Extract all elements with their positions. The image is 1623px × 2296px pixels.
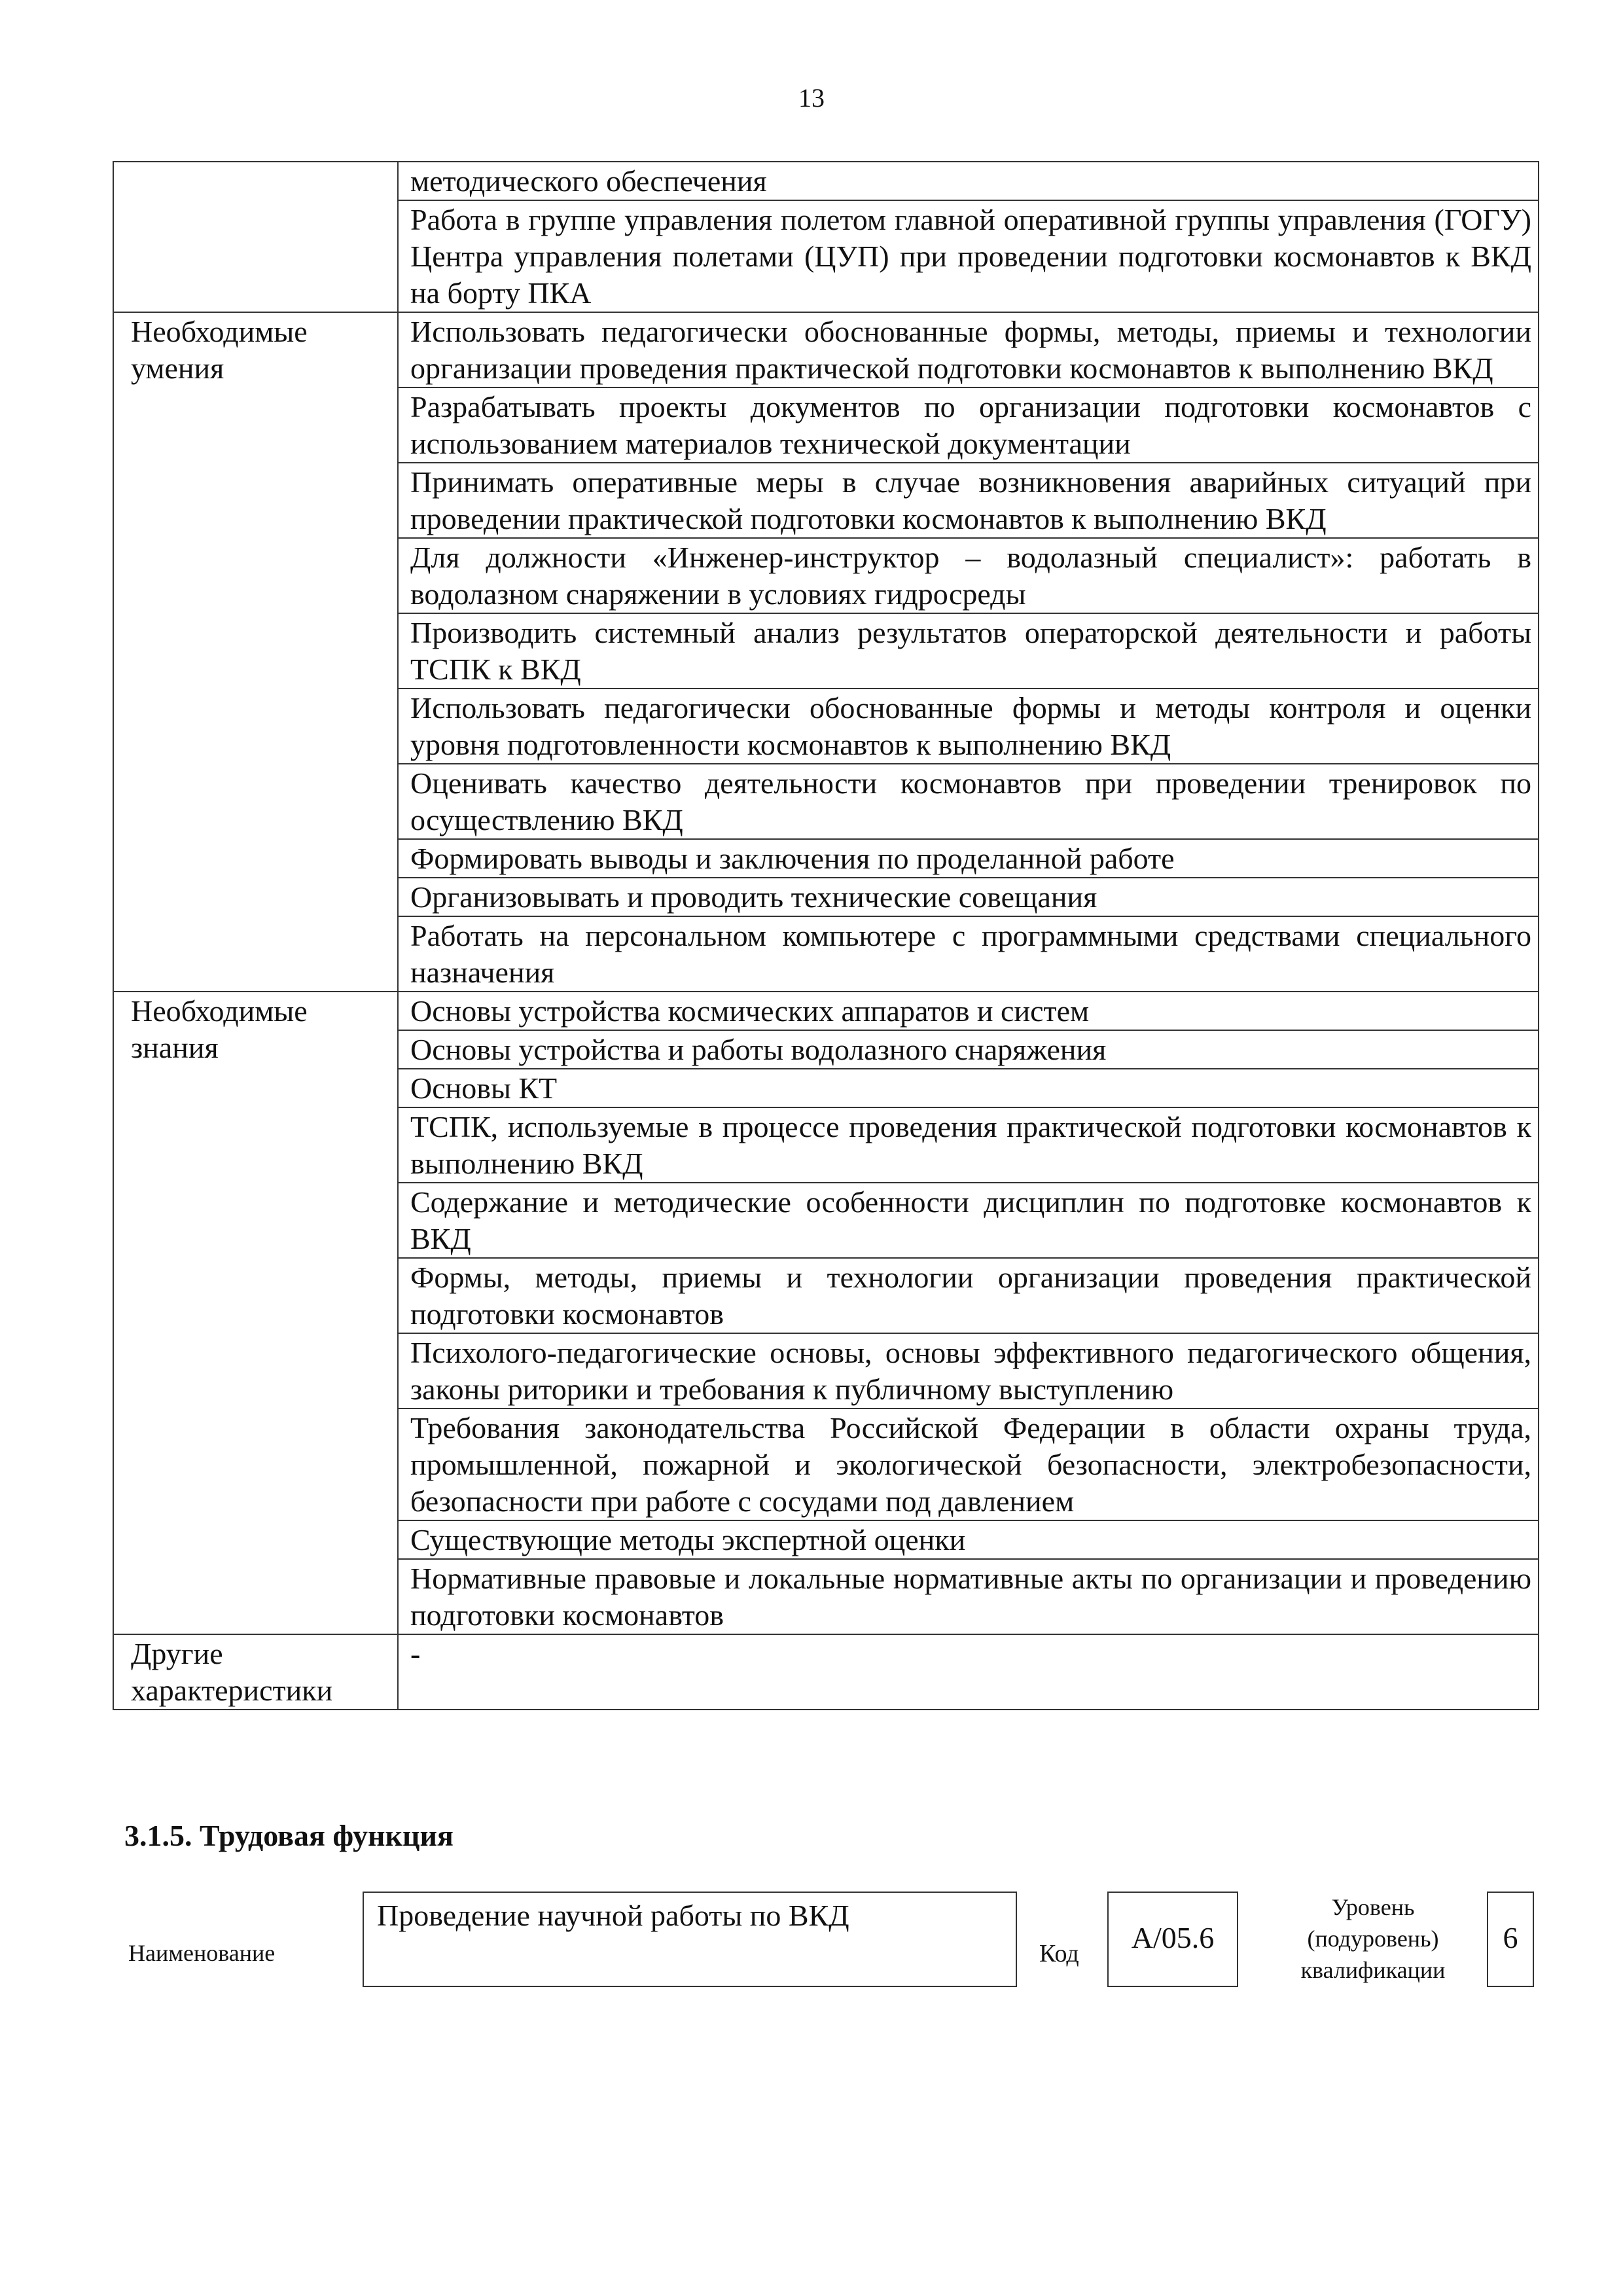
table-row <box>113 1634 1539 1710</box>
table-cell: Требования законодательства Российской Федерации в области охраны труда, промышленной, пожарной и экологической безопасности, электробезопасности, безопасности при работе с сосудами под давлением <box>398 1408 1539 1520</box>
table-cell: Работа в группе управления полетом главной оперативной группы управления (ГОГУ) Центра управления полетами (ЦУП) при проведении подготовки космонавтов к ВКД на борту ПКА <box>398 200 1539 312</box>
table-row <box>113 992 1539 1030</box>
level-box: 6 <box>1487 1892 1534 1987</box>
table-cell: Основы КТ <box>398 1069 1539 1107</box>
table-cell: Организовывать и проводить технические совещания <box>398 878 1539 916</box>
level-label-line: Уровень <box>1331 1894 1415 1920</box>
row-label-skills: Необходимые умения <box>113 312 398 992</box>
row-label <box>113 162 398 312</box>
competency-table <box>113 161 1539 1710</box>
table-cell: Разрабатывать проекты документов по организации подготовки космонавтов с использованием материалов технической документации <box>398 387 1539 463</box>
table-row <box>113 162 1539 200</box>
table-cell: Использовать педагогически обоснованные формы и методы контроля и оценки уровня подготовленности космонавтов к выполнению ВКД <box>398 689 1539 764</box>
row-label-knowledge: Необходимые знания <box>113 992 398 1634</box>
table-cell: Нормативные правовые и локальные нормативные акты по организации и проведению подготовки космонавтов <box>398 1559 1539 1634</box>
code-box: А/05.6 <box>1107 1892 1238 1987</box>
row-label-other: Другие характеристики <box>113 1634 398 1710</box>
table-cell: - <box>398 1634 1539 1710</box>
level-label-line: квалификации <box>1300 1957 1446 1983</box>
table-cell: Формировать выводы и заключения по проделанной работе <box>398 839 1539 878</box>
level-label-line: (подуровень) <box>1307 1926 1439 1952</box>
table-cell: ТСПК, используемые в процессе проведения практической подготовки космонавтов к выполнению ВКД <box>398 1107 1539 1183</box>
table-cell: Оценивать качество деятельности космонавтов при проведении тренировок по осуществлению ВКД <box>398 764 1539 839</box>
table-cell: Формы, методы, приемы и технологии организации проведения практической подготовки космонавтов <box>398 1258 1539 1333</box>
table-cell: Для должности «Инженер-инструктор – водолазный специалист»: работать в водолазном снаряжении в условиях гидросреды <box>398 538 1539 613</box>
level-label <box>1275 1892 1471 1986</box>
table-cell: Производить системный анализ результатов операторской деятельности и работы ТСПК к ВКД <box>398 613 1539 689</box>
table-row <box>113 312 1539 387</box>
code-label: Код <box>1039 1940 1079 1967</box>
table-cell: методического обеспечения <box>398 162 1539 200</box>
function-name-label: Наименование <box>128 1940 276 1966</box>
table-cell: Содержание и методические особенности дисциплин по подготовке космонавтов к ВКД <box>398 1183 1539 1258</box>
section-title: 3.1.5. Трудовая функция <box>124 1819 454 1852</box>
table-cell: Психолого-педагогические основы, основы эффективного педагогического общения, законы риторики и требования к публичному выступлению <box>398 1333 1539 1408</box>
table-cell: Основы устройства и работы водолазного снаряжения <box>398 1030 1539 1069</box>
table-cell: Принимать оперативные меры в случае возникновения аварийных ситуаций при проведении практической подготовки космонавтов к выполнению ВКД <box>398 463 1539 538</box>
function-name-box: Проведение научной работы по ВКД <box>363 1892 1017 1987</box>
page-number: 13 <box>798 83 825 113</box>
table-cell: Использовать педагогически обоснованные формы, методы, приемы и технологии организации проведения практической подготовки космонавтов к выполнению ВКД <box>398 312 1539 387</box>
table-cell: Существующие методы экспертной оценки <box>398 1520 1539 1559</box>
table-cell: Работать на персональном компьютере с программными средствами специального назначения <box>398 916 1539 992</box>
table-cell: Основы устройства космических аппаратов и систем <box>398 992 1539 1030</box>
